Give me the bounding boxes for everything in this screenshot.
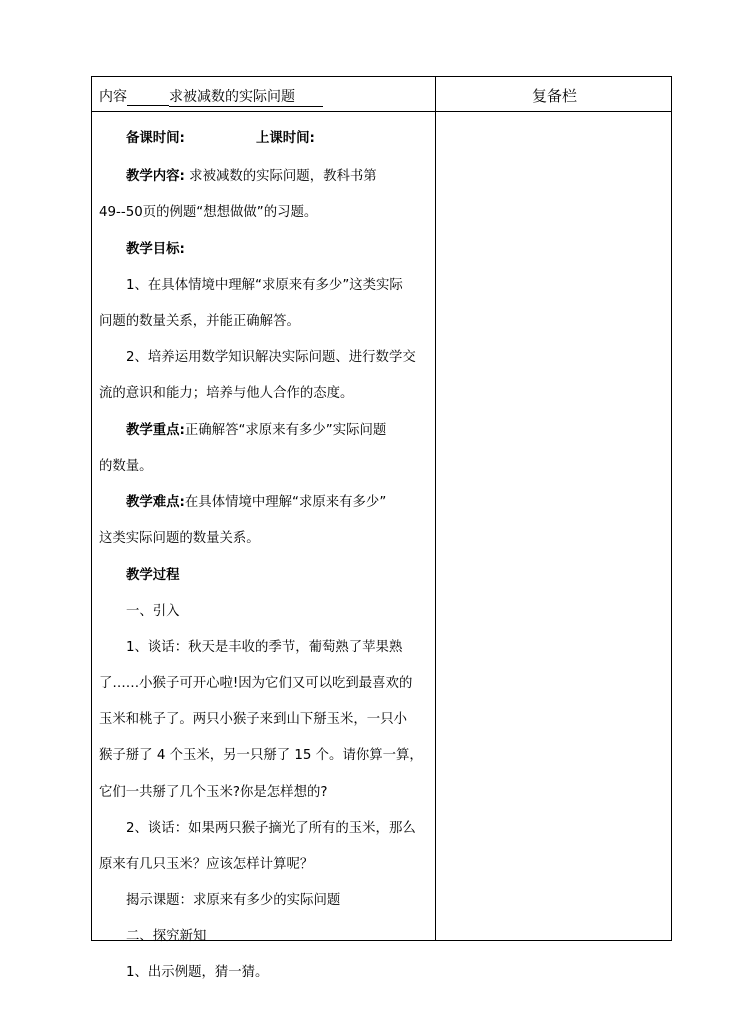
body-line: 它们一共掰了几个玉米?你是怎样想的?: [99, 785, 328, 800]
body-line: 1、出示例题，猜一猜。: [126, 965, 269, 980]
body-line: 揭示课题：求原来有多少的实际问题: [126, 893, 341, 908]
section-heading: 二、探究新知: [126, 929, 207, 944]
teaching-process-heading: 教学过程: [126, 568, 180, 583]
lesson-plan-table: [91, 76, 672, 980]
body-line: 1、谈话：秋天是丰收的季节，葡萄熟了苹果熟: [126, 640, 403, 655]
body-line: 猴子掰了 4 个玉米，另一只掰了 15 个。请你算一算，: [99, 748, 423, 763]
key-points-line: 教学重点:正确解答“求原来有多少”实际问题: [126, 423, 387, 438]
body-line: 了……小猴子可开心啦!因为它们又可以吃到最喜欢的: [99, 676, 413, 691]
body-line: 的数量。: [99, 459, 153, 474]
body-line: 2、谈话：如果两只猴子摘光了所有的玉米，那么: [126, 821, 416, 836]
class-time-line: 上课时间:: [256, 131, 315, 146]
body-line: 1、在具体情境中理解“求原来有多少”这类实际: [126, 278, 403, 293]
body-line: 问题的数量关系，并能正确解答。: [99, 314, 300, 329]
column-divider: [435, 77, 436, 940]
teaching-content-line: 教学内容: 求被减数的实际问题，教科书第: [126, 169, 377, 184]
content-label: 内容: [99, 89, 127, 105]
underline-blank: [127, 89, 169, 106]
body-line: 这类实际问题的数量关系。: [99, 531, 260, 546]
body-line: 原来有几只玉米？应该怎样计算呢？: [99, 857, 314, 872]
content-header: [99, 86, 323, 107]
teaching-goals-heading: 教学目标:: [126, 242, 185, 257]
review-column-header: 复备栏: [531, 87, 577, 105]
lesson-topic: 求被减数的实际问题: [169, 86, 323, 107]
prep-time-line: 备课时间:: [126, 131, 185, 146]
body-line: 49--50页的例题“想想做做”的习题。: [99, 205, 318, 220]
header-divider: [92, 111, 671, 112]
body-line: 2、培养运用数学知识解决实际问题、进行数学交: [126, 350, 416, 365]
body-line: 流的意识和能力；培养与他人合作的态度。: [99, 386, 354, 401]
section-heading: 一、引入: [126, 604, 180, 619]
difficulties-line: 教学难点:在具体情境中理解“求原来有多少”: [126, 495, 387, 510]
body-line: 玉米和桃子了。两只小猴子来到山下掰玉米，一只小: [99, 712, 407, 727]
